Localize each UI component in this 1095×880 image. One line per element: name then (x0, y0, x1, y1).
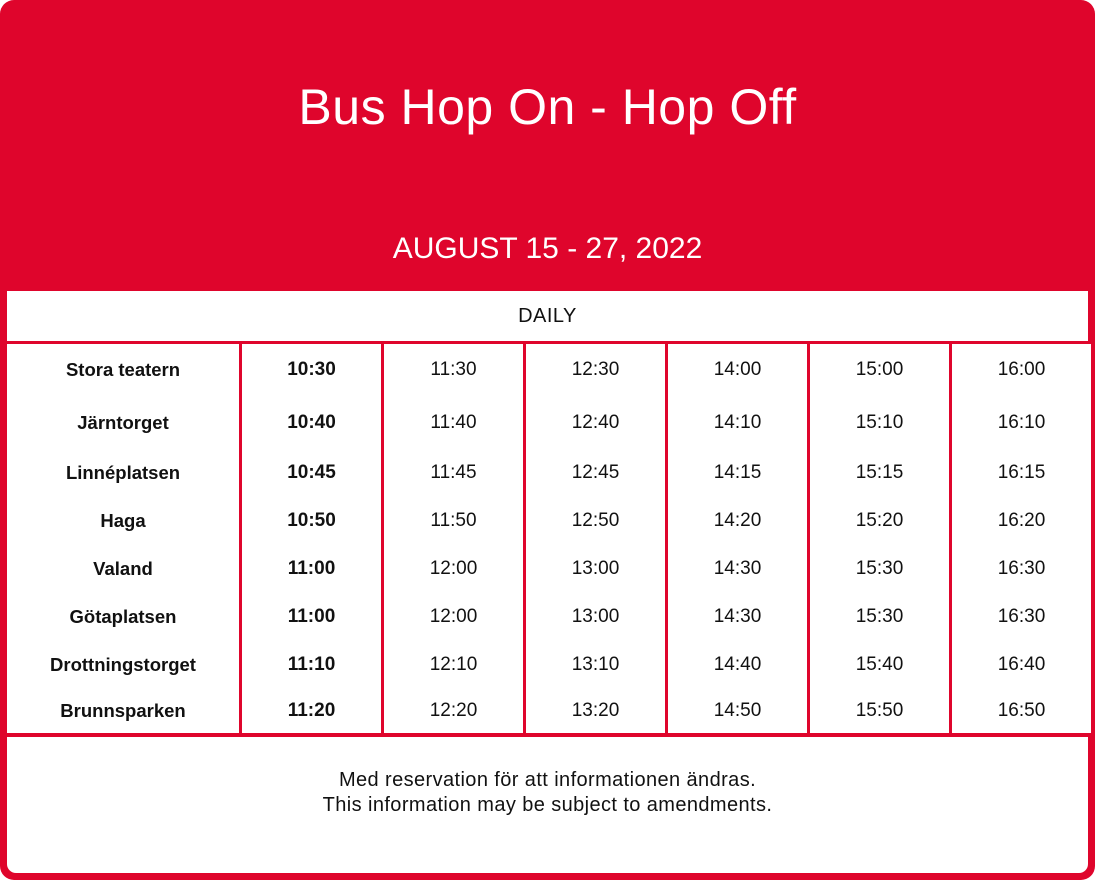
departure-time: 16:30 (952, 545, 1091, 593)
stop-name: Haga (7, 497, 239, 545)
departure-time: 14:30 (668, 593, 807, 641)
departure-time: 14:15 (668, 449, 807, 497)
departure-time: 11:20 (242, 689, 381, 733)
departure-time: 15:50 (810, 689, 949, 733)
departure-time: 11:50 (384, 497, 523, 545)
departure-time: 12:20 (384, 689, 523, 733)
schedule-table (7, 344, 1088, 733)
disclaimer-english: This information may be subject to amendments. (322, 794, 773, 816)
disclaimer-swedish: Med reservation för att informationen ändras. (338, 769, 757, 791)
departure-time: 16:50 (952, 689, 1091, 733)
departure-time: 11:45 (384, 449, 523, 497)
departure-time: 14:50 (668, 689, 807, 733)
stop-name: Götaplatsen (7, 593, 239, 641)
departure-time: 12:00 (384, 545, 523, 593)
departure-time: 14:20 (668, 497, 807, 545)
departure-time: 15:30 (810, 593, 949, 641)
departure-time: 16:30 (952, 593, 1091, 641)
departure-time: 12:10 (384, 641, 523, 689)
departure-time: 15:30 (810, 545, 949, 593)
departure-time: 11:40 (384, 396, 523, 449)
departure-time: 12:40 (526, 396, 665, 449)
departure-time: 12:30 (526, 344, 665, 396)
departure-time: 15:00 (810, 344, 949, 396)
departure-time: 11:10 (242, 641, 381, 689)
daily-label: DAILY (518, 304, 577, 327)
stop-name: Järntorget (7, 396, 239, 449)
departure-time: 12:45 (526, 449, 665, 497)
stop-name: Brunnsparken (7, 689, 239, 733)
stop-name: Valand (7, 545, 239, 593)
footer (7, 737, 1088, 873)
departure-time: 10:40 (242, 396, 381, 449)
departure-time: 10:45 (242, 449, 381, 497)
departure-time: 14:10 (668, 396, 807, 449)
departure-time: 11:00 (242, 593, 381, 641)
stop-name: Drottningstorget (7, 641, 239, 689)
departure-time: 14:00 (668, 344, 807, 396)
departure-time: 16:10 (952, 396, 1091, 449)
departure-time: 10:30 (242, 344, 381, 396)
departure-time: 12:00 (384, 593, 523, 641)
schedule-label (7, 291, 1088, 341)
departure-time: 14:40 (668, 641, 807, 689)
departure-time: 15:20 (810, 497, 949, 545)
departure-time: 13:00 (526, 593, 665, 641)
departure-time: 14:30 (668, 545, 807, 593)
departure-time: 16:20 (952, 497, 1091, 545)
departure-time: 15:40 (810, 641, 949, 689)
departure-time: 13:10 (526, 641, 665, 689)
departure-time: 16:15 (952, 449, 1091, 497)
departure-time: 13:00 (526, 545, 665, 593)
date-range: AUGUST 15 - 27, 2022 (392, 232, 703, 265)
departure-time: 12:50 (526, 497, 665, 545)
departure-time: 11:00 (242, 545, 381, 593)
page-title: Bus Hop On - Hop Off (298, 79, 797, 135)
departure-time: 11:30 (384, 344, 523, 396)
stop-name: Stora teatern (7, 344, 239, 396)
departure-time: 15:15 (810, 449, 949, 497)
departure-time: 15:10 (810, 396, 949, 449)
stop-name: Linnéplatsen (7, 449, 239, 497)
departure-time: 16:40 (952, 641, 1091, 689)
departure-time: 13:20 (526, 689, 665, 733)
departure-time: 16:00 (952, 344, 1091, 396)
departure-time: 10:50 (242, 497, 381, 545)
